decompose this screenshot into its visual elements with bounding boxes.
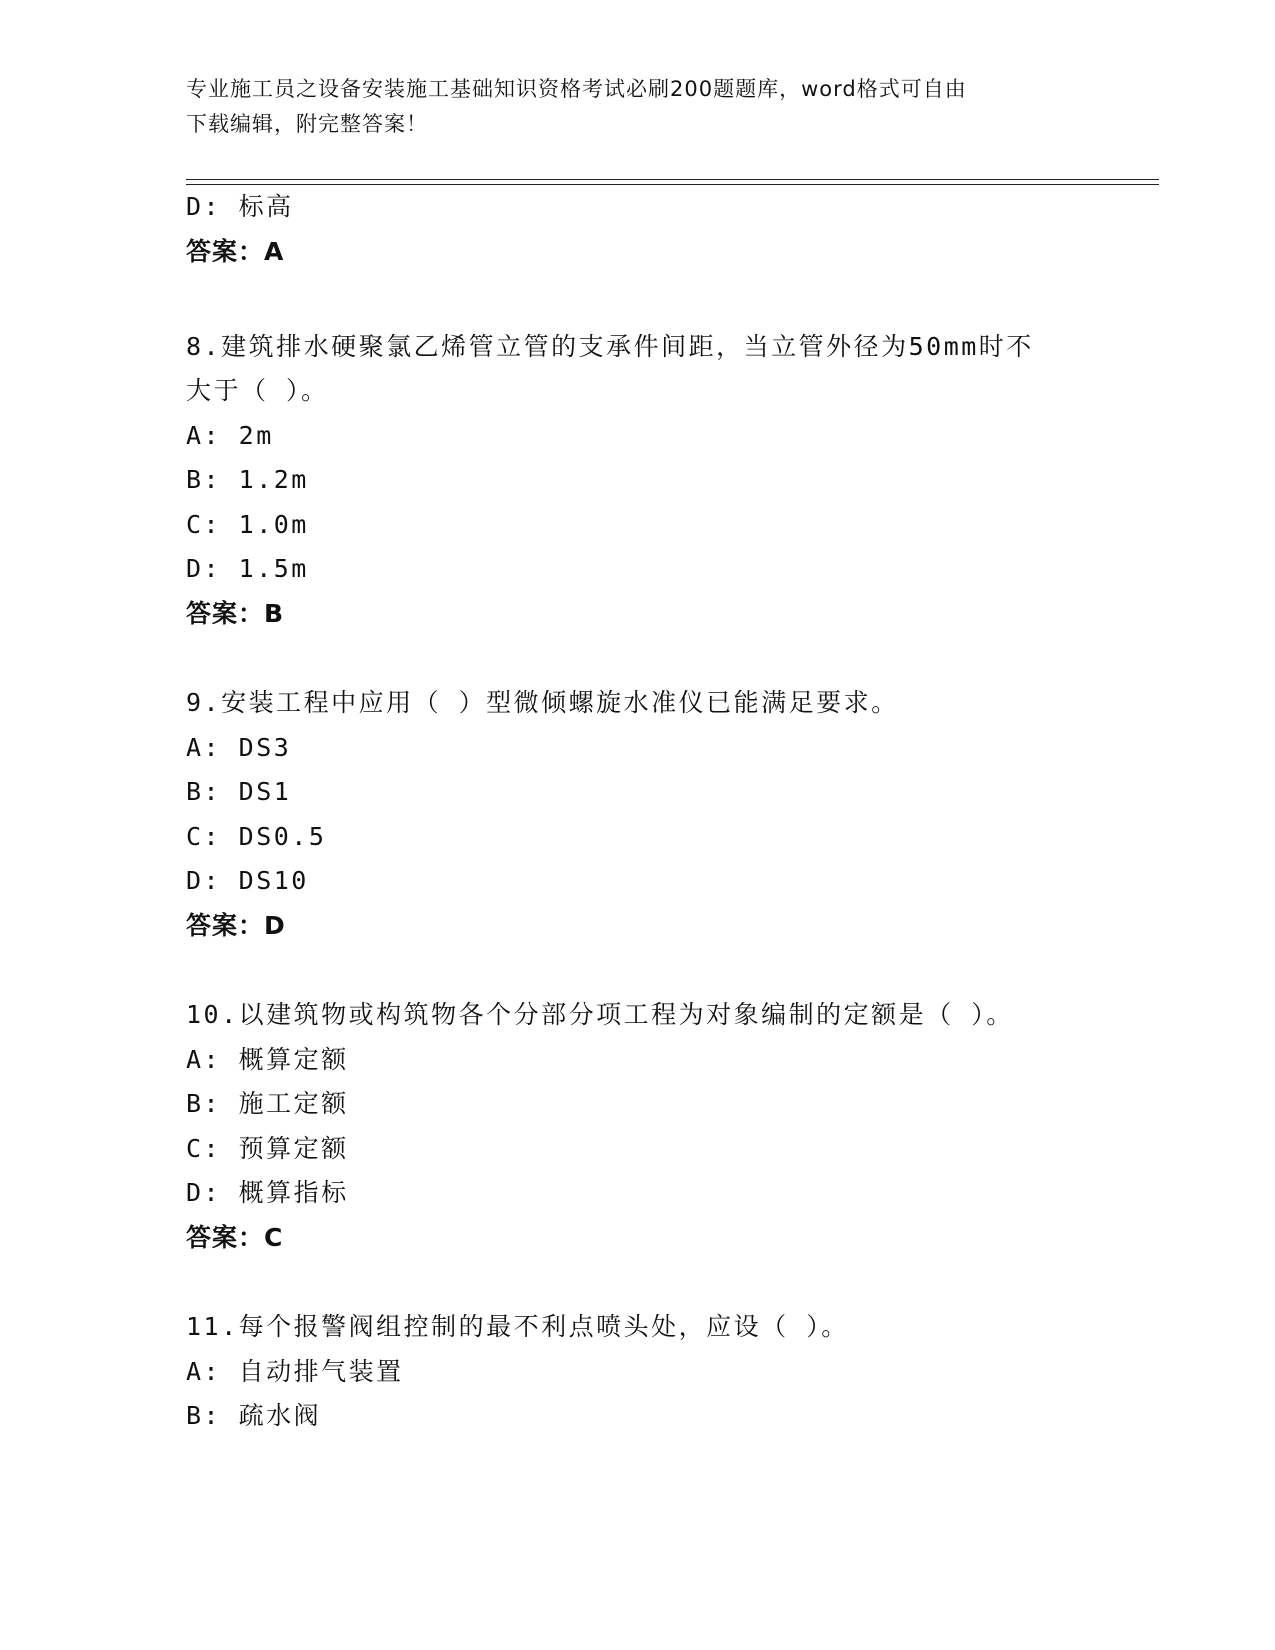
header-line-2: 下载编辑，附完整答案！: [186, 112, 428, 136]
question-9-answer: 答案：D: [186, 911, 286, 940]
question-8-answer: 答案：B: [186, 599, 285, 628]
question-10-option-b: B: 施工定额: [186, 1089, 349, 1118]
document-header: [186, 72, 1066, 142]
question-10-answer: 答案：C: [186, 1223, 284, 1252]
header-line-1: 专业施工员之设备安装施工基础知识资格考试必刷200题题库，word格式可自由: [186, 77, 967, 101]
header-divider-top: [186, 179, 1159, 180]
header-divider-bottom: [186, 184, 1159, 185]
question-10-option-c: C: 预算定额: [186, 1134, 349, 1163]
question-9-option-c: C: DS0.5: [186, 822, 327, 851]
question-8-option-d: D: 1.5m: [186, 554, 309, 583]
question-11-option-a: A: 自动排气装置: [186, 1357, 404, 1386]
question-11-stem: 11.每个报警阀组控制的最不利点喷头处，应设（ ）。: [186, 1312, 849, 1341]
question-9-stem: 9.安装工程中应用（ ）型微倾螺旋水准仪已能满足要求。: [186, 688, 899, 717]
question-8-stem-line-2: 大于（ ）。: [186, 376, 329, 405]
question-9-option-b: B: DS1: [186, 777, 292, 806]
question-9-option-a: A: DS3: [186, 733, 292, 762]
question-11-option-b: B: 疏水阀: [186, 1401, 322, 1430]
question-8-stem-line-1: 8.建筑排水硬聚氯乙烯管立管的支承件间距，当立管外径为50mm时不: [186, 332, 1034, 361]
question-9-option-d: D: DS10: [186, 866, 309, 895]
question-8-option-b: B: 1.2m: [186, 465, 309, 494]
question-10-stem: 10.以建筑物或构筑物各个分部分项工程为对象编制的定额是（ ）。: [186, 1000, 1014, 1029]
option-d: D: 标高: [186, 192, 294, 221]
question-8-option-a: A: 2m: [186, 421, 274, 450]
question-8-option-c: C: 1.0m: [186, 510, 309, 539]
question-10-option-d: D: 概算指标: [186, 1178, 349, 1207]
answer-text: 答案：A: [186, 237, 285, 266]
question-10-option-a: A: 概算定额: [186, 1045, 349, 1074]
